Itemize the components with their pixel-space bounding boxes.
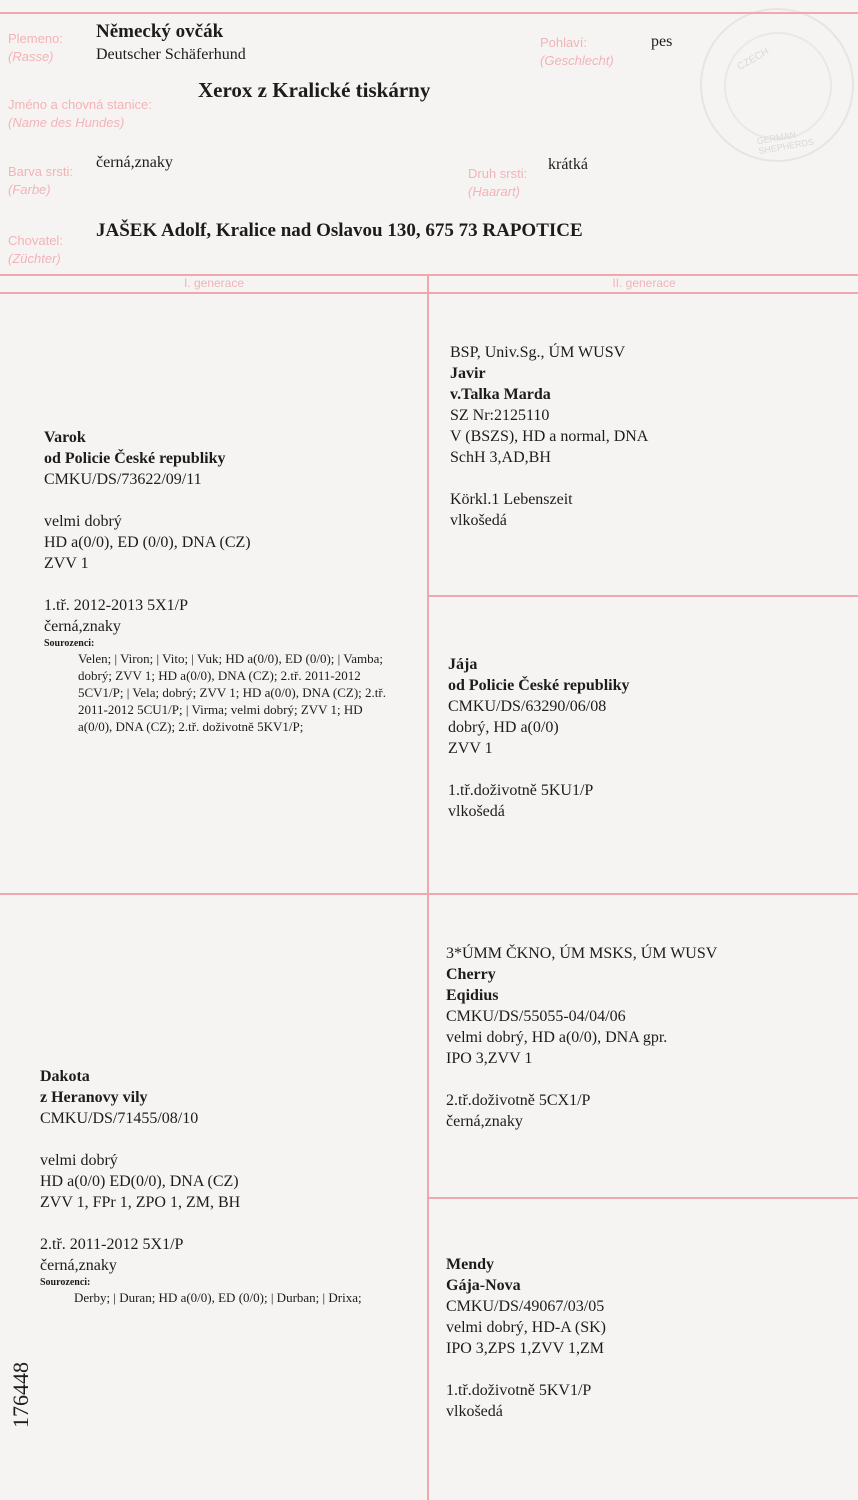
color-label-de: (Farbe) (8, 181, 51, 197)
sire-dam-reg: CMKU/DS/63290/06/08 (448, 698, 607, 715)
sire-sire-titles: BSP, Univ.Sg., ÚM WUSV (450, 344, 626, 361)
coat-label (468, 165, 527, 200)
dam-siblings: Derby; | Duran; HD a(0/0), ED (0/0); | Durban; | Drixa; (74, 1290, 362, 1305)
breeder-value: JAŠEK Adolf, Kralice nad Oslavou 130, 675 73 RAPOTICE (96, 220, 583, 241)
stamp-text-bottom: GERMAN SHEPHERDS (755, 129, 815, 157)
color-label (8, 163, 73, 198)
sire-kennel: od Policie České republiky (44, 450, 226, 467)
dam-sire-name: Cherry (446, 966, 496, 983)
dam-kennel: z Heranovy vily (40, 1089, 148, 1106)
sire-sire-reg: SZ Nr:2125110 (450, 407, 550, 424)
dam-line1: velmi dobrý (40, 1152, 118, 1169)
generation-bar-bottom (0, 292, 858, 294)
sex-value: pes (651, 33, 673, 50)
sex-label-de: (Geschlecht) (540, 52, 614, 68)
breed-label-cz: Plemeno: (8, 31, 63, 46)
breed-club-stamp (700, 8, 854, 162)
dog-name-label-de: (Name des Hundes) (8, 114, 125, 130)
sire-dam-kennel: od Policie České republiky (448, 677, 630, 694)
dam-dam-name: Mendy (446, 1256, 494, 1273)
sire-sire-line2: SchH 3,AD,BH (450, 449, 551, 466)
sex-label (540, 34, 614, 69)
sire-sire-name: Javir (450, 365, 486, 382)
generation-1-header: I. generace (183, 276, 245, 290)
dam-sire-block (446, 943, 717, 1132)
dog-name-value: Xerox z Kralické tiskárny (198, 78, 431, 102)
dam-sire-line4: černá,znaky (446, 1113, 523, 1130)
stamp-text-top: CZECH (735, 46, 771, 73)
dam-reg: CMKU/DS/71455/08/10 (40, 1110, 199, 1127)
coat-value: krátká (548, 156, 588, 173)
dog-name-label-cz: Jméno a chovná stanice: (8, 97, 152, 112)
dam-sire-line1: velmi dobrý, HD a(0/0), DNA gpr. (446, 1029, 668, 1046)
sire-sire-line4: vlkošedá (450, 512, 507, 529)
sire-sire-block (450, 342, 648, 531)
top-border (0, 12, 858, 14)
dam-sire-kennel: Eqidius (446, 987, 499, 1004)
color-label-cz: Barva srsti: (8, 164, 74, 179)
coat-label-cz: Druh srsti: (468, 166, 528, 181)
dam-dam-line4: vlkošedá (446, 1403, 503, 1420)
sire-dam-divider (0, 893, 858, 895)
dam-siblings-label: Sourozenci: (40, 1277, 91, 1288)
sire-sire-kennel: v.Talka Marda (450, 386, 551, 403)
breeder-label-cz: Chovatel: (8, 233, 63, 248)
breed-label (8, 30, 63, 65)
dam-sire-line3: 2.tř.doživotně 5CX1/P (446, 1092, 591, 1109)
dam-sire-titles: 3*ÚMM ČKNO, ÚM MSKS, ÚM WUSV (446, 945, 718, 962)
dam-dam-line1: velmi dobrý, HD-A (SK) (446, 1319, 606, 1336)
generation-divider (427, 274, 429, 1500)
dam-dam-line3: 1.tř.doživotně 5KV1/P (446, 1382, 592, 1399)
document-number (6, 1352, 66, 1442)
generation-2-header: II. generace (612, 276, 676, 290)
breed-label-de: (Rasse) (8, 48, 54, 64)
sire-dam-block (448, 654, 630, 822)
color-value: černá,znaky (96, 154, 173, 171)
dam-dam-line2: IPO 3,ZPS 1,ZVV 1,ZM (446, 1340, 604, 1357)
dam-dam-kennel: Gája-Nova (446, 1277, 521, 1294)
sex-label-cz: Pohlaví: (540, 35, 587, 50)
gen2-divider-upper (427, 595, 858, 597)
sire-block (44, 427, 398, 735)
breed-value-cz: Německý ovčák (96, 21, 224, 42)
dam-dam-reg: CMKU/DS/49067/03/05 (446, 1298, 605, 1315)
dam-line2: HD a(0/0) ED(0/0), DNA (CZ) (40, 1173, 239, 1190)
document-number-text: 176448 (8, 1362, 33, 1428)
dam-name: Dakota (40, 1068, 90, 1085)
dam-sire-reg: CMKU/DS/55055-04/04/06 (446, 1008, 626, 1025)
sire-line4: 1.tř. 2012-2013 5X1/P (44, 597, 188, 614)
dog-name-label (8, 96, 152, 131)
sire-siblings: Velen; | Viron; | Vito; | Vuk; HD a(0/0), ED (0/0); | Vamba; dobrý; ZVV 1; HD a(0/0), DNA (CZ); 2.tř. 2011-2012 5CV1/P; | Vela; dobrý; ZVV 1; HD a(0/0), DNA (CZ); 2.tř. 2011-2012 5CU1/P; | Virma; velmi dobrý; ZVV 1; HD a(0/0), DNA (CZ); 2.tř. doživotně 5KV1/P; (78, 651, 386, 734)
sire-line5: černá,znaky (44, 618, 121, 635)
sire-reg: CMKU/DS/73622/09/11 (44, 471, 202, 488)
sire-sire-line1: V (BSZS), HD a normal, DNA (450, 428, 649, 445)
gen2-divider-lower (427, 1197, 858, 1199)
sire-dam-name: Jája (448, 656, 478, 673)
sire-sire-line3: Körkl.1 Lebenszeit (450, 491, 573, 508)
sire-name: Varok (44, 429, 86, 446)
sire-line3: ZVV 1 (44, 555, 89, 572)
sire-dam-line1: dobrý, HD a(0/0) (448, 719, 559, 736)
breed-value-de: Deutscher Schäferhund (96, 46, 246, 63)
dam-block (40, 1066, 394, 1306)
breeder-label-de: (Züchter) (8, 250, 61, 266)
sire-dam-line4: vlkošedá (448, 803, 505, 820)
dam-line5: černá,znaky (40, 1257, 117, 1274)
coat-label-de: (Haarart) (468, 183, 521, 199)
sire-dam-line2: ZVV 1 (448, 740, 493, 757)
stamp-inner-ring (724, 32, 832, 140)
sire-dam-line3: 1.tř.doživotně 5KU1/P (448, 782, 594, 799)
sire-line1: velmi dobrý (44, 513, 122, 530)
dam-dam-block (446, 1254, 606, 1422)
sire-line2: HD a(0/0), ED (0/0), DNA (CZ) (44, 534, 251, 551)
sire-siblings-label: Sourozenci: (44, 638, 95, 649)
breeder-label (8, 232, 63, 267)
dam-line3: ZVV 1, FPr 1, ZPO 1, ZM, BH (40, 1194, 241, 1211)
dam-line4: 2.tř. 2011-2012 5X1/P (40, 1236, 184, 1253)
dam-sire-line2: IPO 3,ZVV 1 (446, 1050, 533, 1067)
